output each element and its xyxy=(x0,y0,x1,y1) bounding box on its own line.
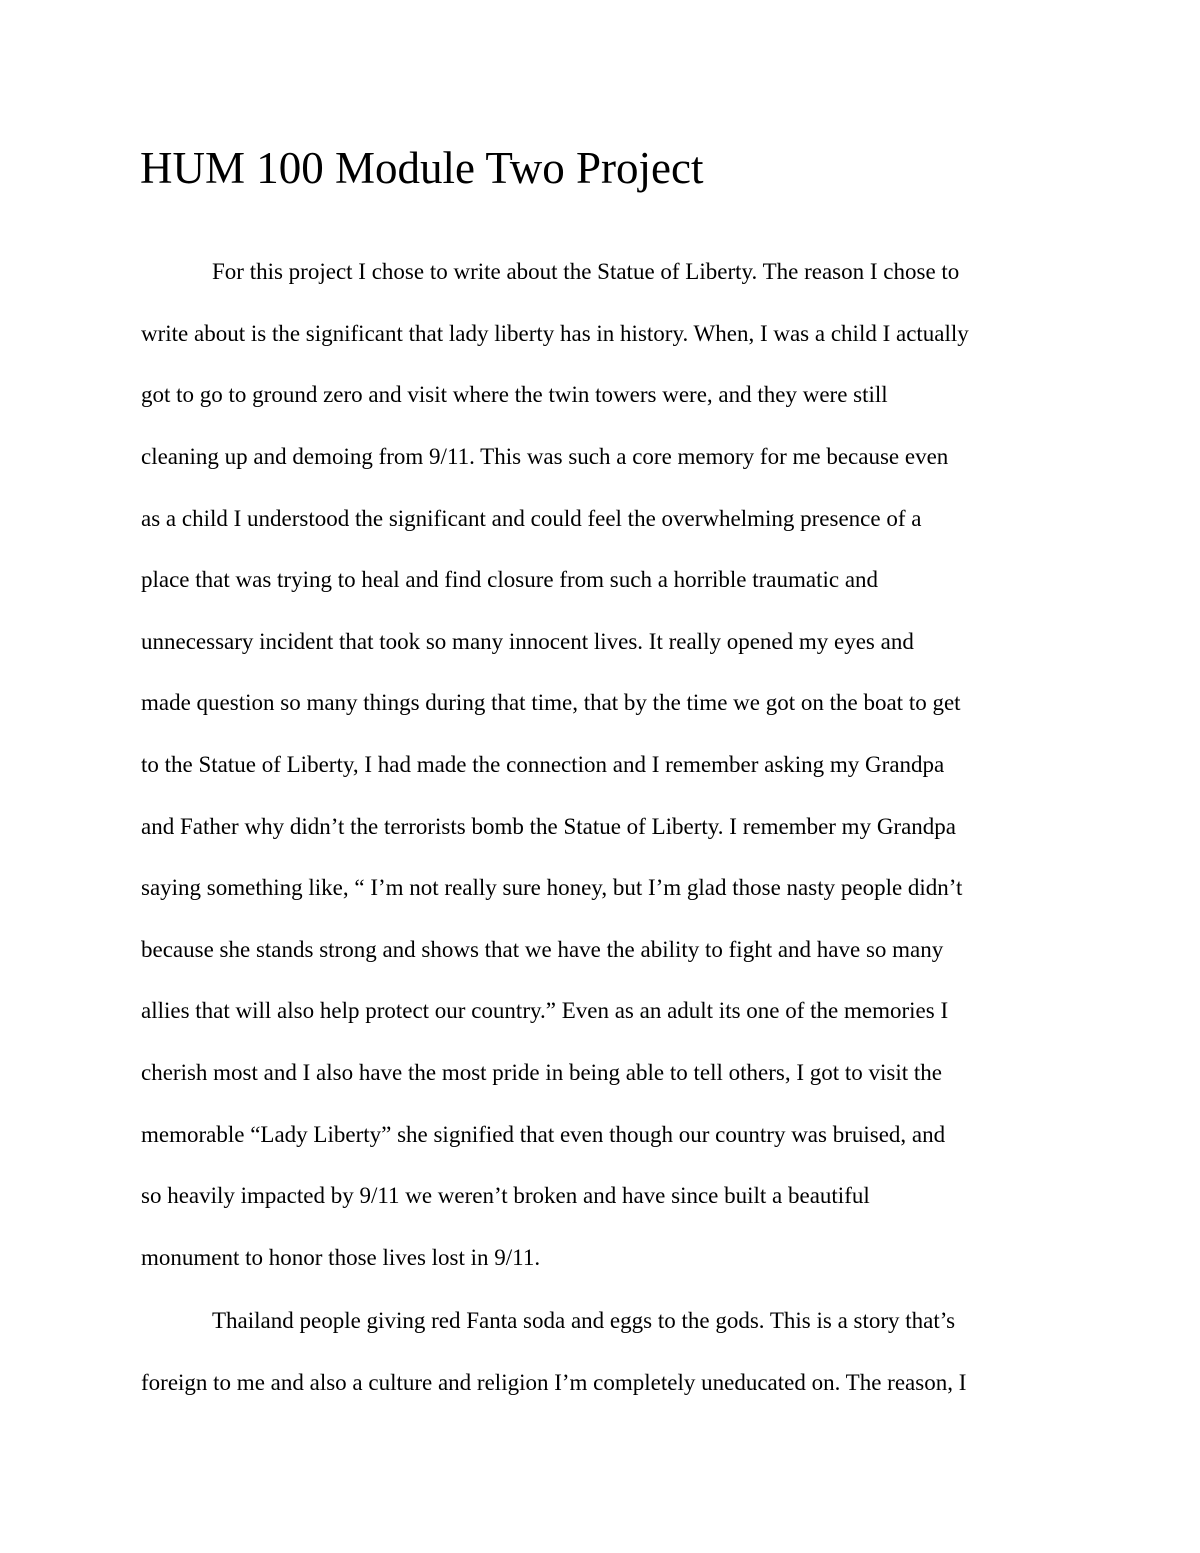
body-line: cherish most and I also have the most pride in being able to tell others, I got to visit the xyxy=(141,1060,943,1085)
body-line: cleaning up and demoing from 9/11. This was such a core memory for me because even xyxy=(141,444,949,469)
body-line: and Father why didn’t the terrorists bomb the Statue of Liberty. I remember my Grandpa xyxy=(141,814,957,839)
body-line: as a child I understood the significant and could feel the overwhelming presence of a xyxy=(141,506,922,531)
body-line: Thailand people giving red Fanta soda and eggs to the gods. This is a story that’s xyxy=(212,1308,956,1333)
body-line: got to go to ground zero and visit where the twin towers were, and they were still xyxy=(141,382,888,407)
body-line: to the Statue of Liberty, I had made the connection and I remember asking my Grandpa xyxy=(141,752,945,777)
document-title: HUM 100 Module Two Project xyxy=(140,143,704,193)
body-line: because she stands strong and shows that we have the ability to fight and have so many xyxy=(141,937,944,962)
body-line: foreign to me and also a culture and religion I’m completely uneducated on. The reason, I xyxy=(141,1370,967,1395)
body-line: made question so many things during that time, that by the time we got on the boat to get xyxy=(141,690,961,715)
body-line: so heavily impacted by 9/11 we weren’t broken and have since built a beautiful xyxy=(141,1183,870,1208)
body-line: write about is the significant that lady liberty has in history. When, I was a child I actually xyxy=(141,321,969,346)
body-line: saying something like, “ I’m not really sure honey, but I’m glad those nasty people didn’t xyxy=(141,875,963,900)
body-line: For this project I chose to write about the Statue of Liberty. The reason I chose to xyxy=(212,259,960,284)
body-line: place that was trying to heal and find closure from such a horrible traumatic and xyxy=(141,567,879,592)
body-line: allies that will also help protect our country.” Even as an adult its one of the memories I xyxy=(141,998,949,1023)
body-line: unnecessary incident that took so many innocent lives. It really opened my eyes and xyxy=(141,629,914,654)
body-line: monument to honor those lives lost in 9/11. xyxy=(141,1245,541,1270)
body-line: memorable “Lady Liberty” she signified that even though our country was bruised, and xyxy=(141,1122,946,1147)
